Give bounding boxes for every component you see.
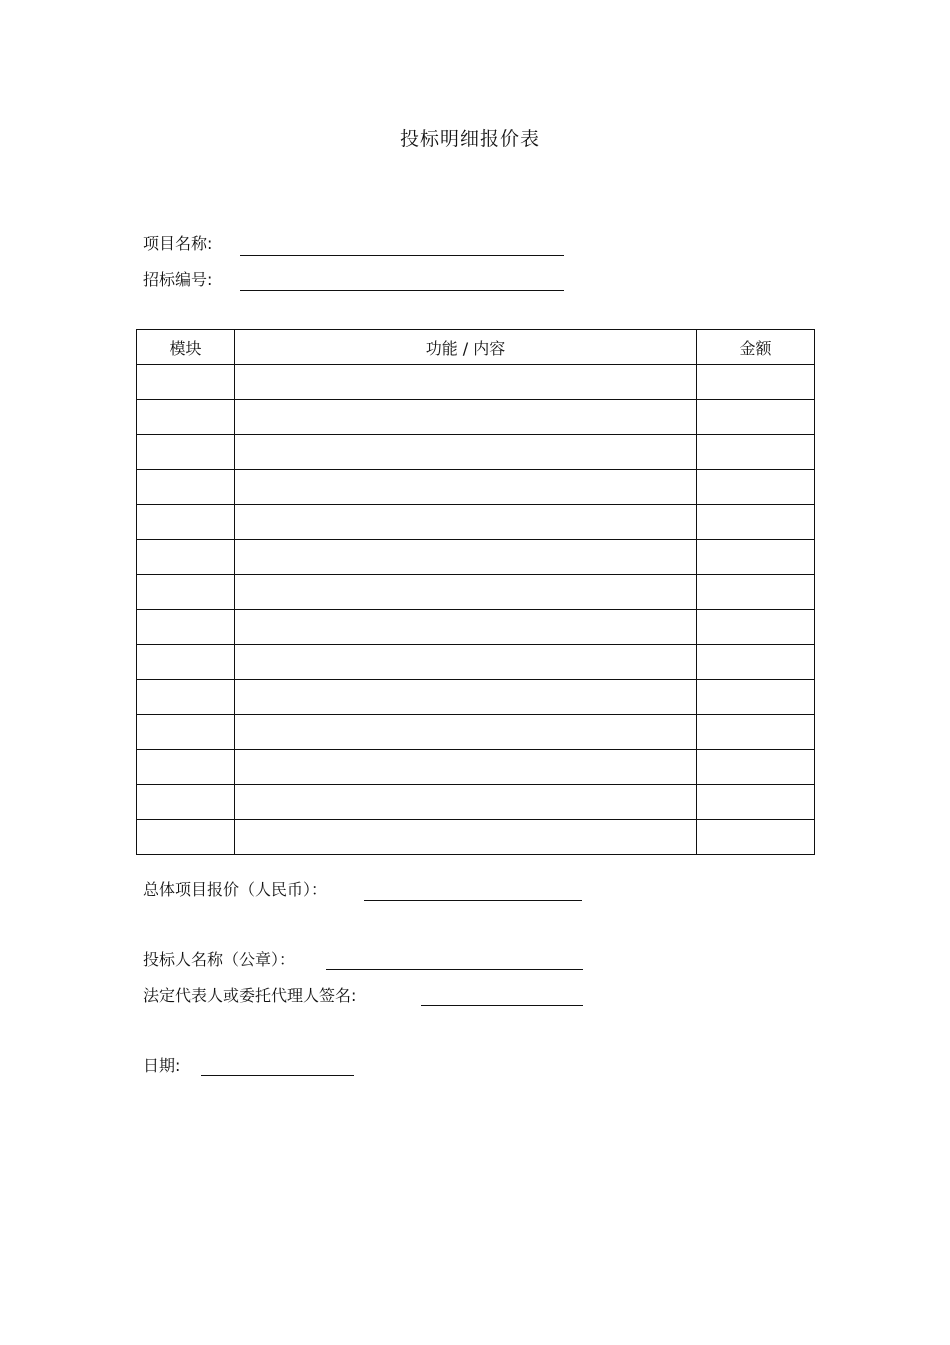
- amount-cell[interactable]: [697, 400, 815, 435]
- amount-cell[interactable]: [697, 785, 815, 820]
- module-cell[interactable]: [137, 750, 235, 785]
- amount-cell[interactable]: [697, 540, 815, 575]
- tender-number-blank[interactable]: [240, 290, 564, 291]
- module-cell[interactable]: [137, 785, 235, 820]
- column-header-amount: 金额: [697, 330, 815, 365]
- legal-representative-label: 法定代表人或委托代理人签名:: [143, 986, 357, 1005]
- module-cell[interactable]: [137, 400, 235, 435]
- amount-cell[interactable]: [697, 470, 815, 505]
- module-cell[interactable]: [137, 645, 235, 680]
- legal-representative-signature-blank[interactable]: [421, 1005, 583, 1006]
- module-cell[interactable]: [137, 470, 235, 505]
- amount-cell[interactable]: [697, 365, 815, 400]
- content-cell[interactable]: [235, 715, 697, 750]
- content-cell[interactable]: [235, 400, 697, 435]
- table-row: [137, 435, 815, 470]
- content-cell[interactable]: [235, 575, 697, 610]
- amount-cell[interactable]: [697, 715, 815, 750]
- table-row: [137, 400, 815, 435]
- module-cell[interactable]: [137, 505, 235, 540]
- module-cell[interactable]: [137, 365, 235, 400]
- module-cell[interactable]: [137, 820, 235, 855]
- content-cell[interactable]: [235, 680, 697, 715]
- table-row: [137, 820, 815, 855]
- bidder-name-label: 投标人名称（公章）：: [143, 950, 296, 969]
- quotation-table: [136, 329, 815, 855]
- content-cell[interactable]: [235, 470, 697, 505]
- table-row: [137, 505, 815, 540]
- total-price-blank[interactable]: [364, 900, 582, 901]
- table-row: [137, 645, 815, 680]
- table-row: [137, 680, 815, 715]
- table-row: [137, 610, 815, 645]
- content-cell[interactable]: [235, 750, 697, 785]
- table-row: [137, 785, 815, 820]
- module-cell[interactable]: [137, 680, 235, 715]
- project-name-label: 项目名称:: [143, 234, 213, 253]
- total-price-label: 总体项目报价（人民币）：: [143, 880, 328, 899]
- table-row: [137, 365, 815, 400]
- amount-cell[interactable]: [697, 505, 815, 540]
- amount-cell[interactable]: [697, 435, 815, 470]
- amount-cell[interactable]: [697, 750, 815, 785]
- table-header-row: [137, 330, 815, 365]
- bidder-name-blank[interactable]: [326, 969, 583, 970]
- content-cell[interactable]: [235, 785, 697, 820]
- table-row: [137, 540, 815, 575]
- content-cell[interactable]: [235, 645, 697, 680]
- content-cell[interactable]: [235, 610, 697, 645]
- column-header-content: 功能 / 内容: [235, 330, 697, 365]
- amount-cell[interactable]: [697, 645, 815, 680]
- page-title: 投标明细报价表: [399, 128, 540, 150]
- amount-cell[interactable]: [697, 610, 815, 645]
- date-label: 日期:: [143, 1056, 181, 1075]
- tender-number-label: 招标编号:: [143, 270, 213, 289]
- module-cell[interactable]: [137, 610, 235, 645]
- content-cell[interactable]: [235, 540, 697, 575]
- table-row: [137, 575, 815, 610]
- table-row: [137, 715, 815, 750]
- table-row: [137, 750, 815, 785]
- amount-cell[interactable]: [697, 575, 815, 610]
- table-row: [137, 470, 815, 505]
- project-name-blank[interactable]: [240, 255, 564, 256]
- date-blank[interactable]: [201, 1075, 354, 1076]
- content-cell[interactable]: [235, 505, 697, 540]
- module-cell[interactable]: [137, 715, 235, 750]
- content-cell[interactable]: [235, 365, 697, 400]
- content-cell[interactable]: [235, 435, 697, 470]
- content-cell[interactable]: [235, 820, 697, 855]
- amount-cell[interactable]: [697, 680, 815, 715]
- module-cell[interactable]: [137, 540, 235, 575]
- module-cell[interactable]: [137, 575, 235, 610]
- table-body: [137, 365, 815, 855]
- amount-cell[interactable]: [697, 820, 815, 855]
- module-cell[interactable]: [137, 435, 235, 470]
- column-header-module: 模块: [137, 330, 235, 365]
